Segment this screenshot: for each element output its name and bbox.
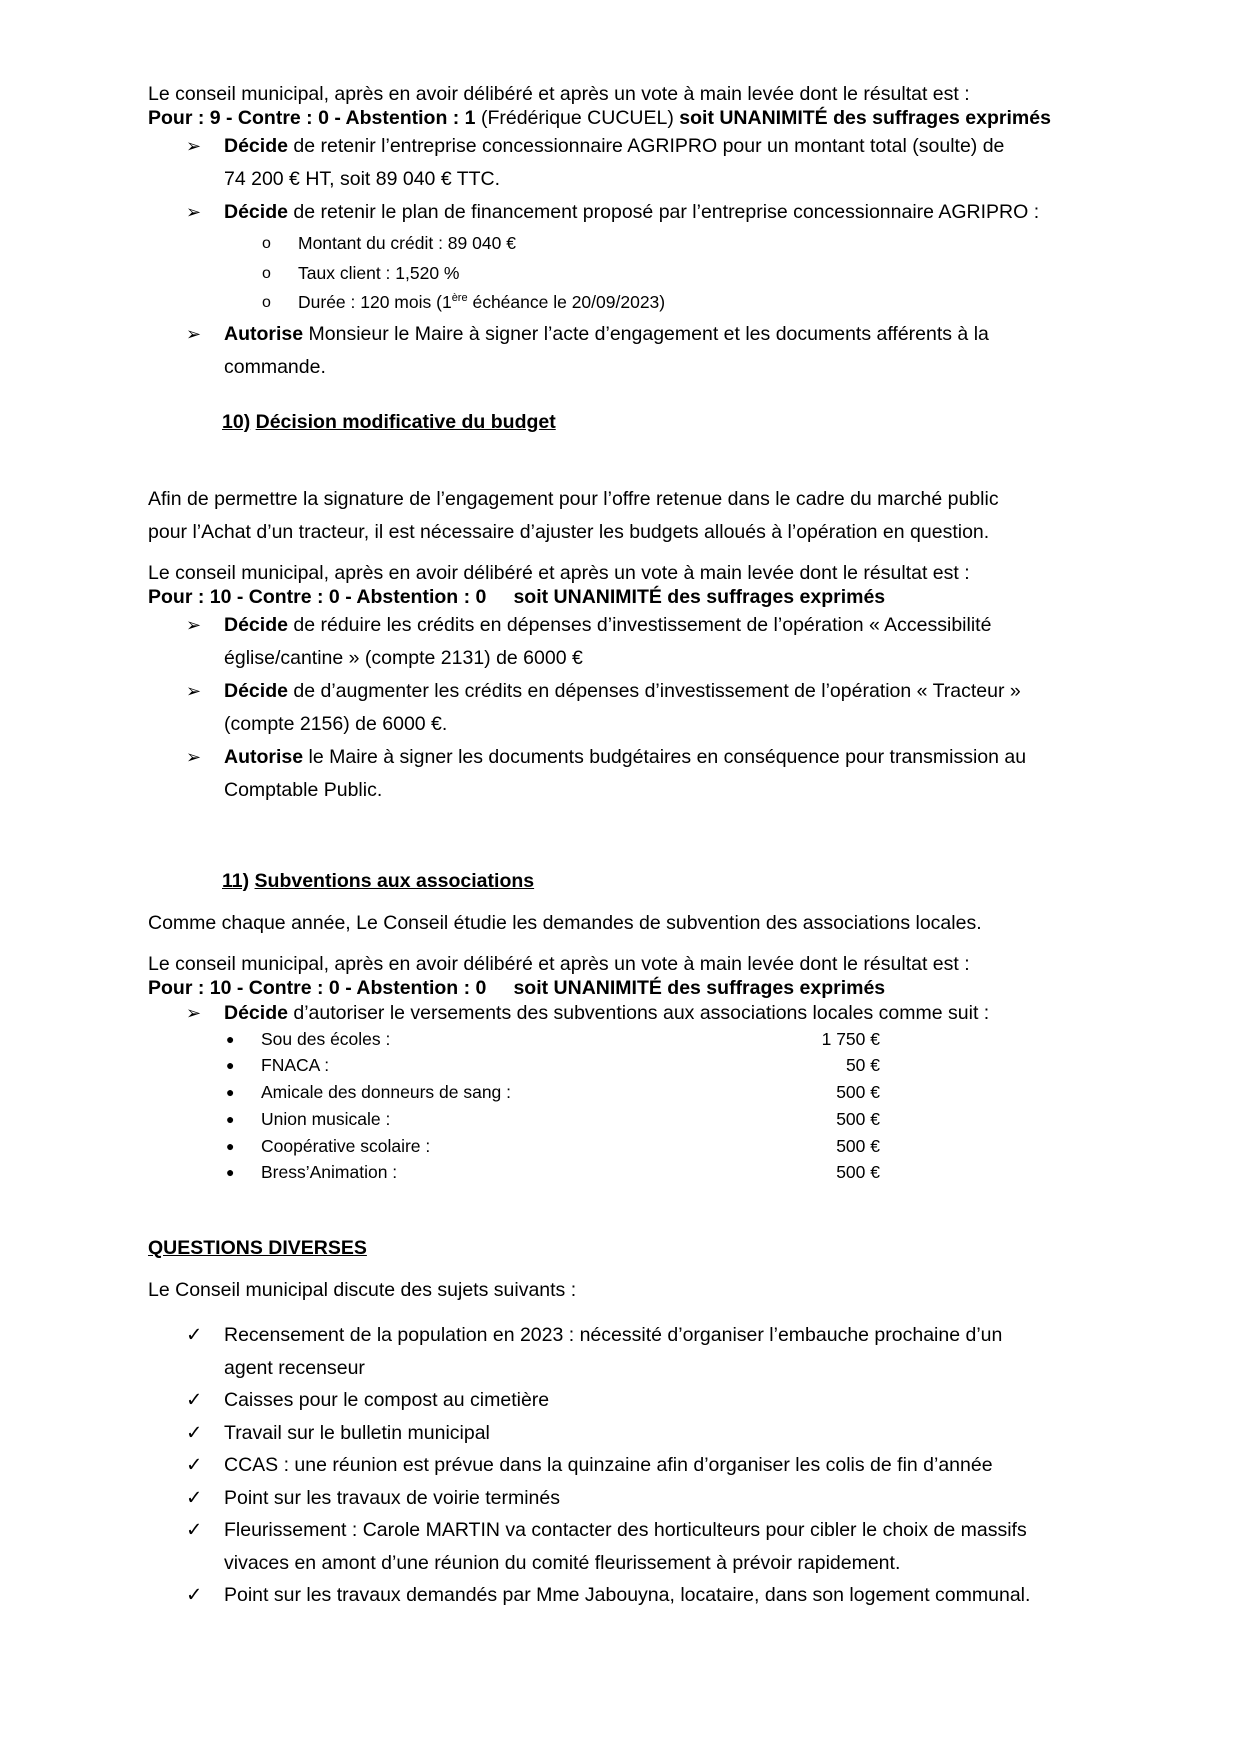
subsidy-name: Coopérative scolaire :: [261, 1135, 431, 1156]
decision-text-cont: église/cantine » (compte 2131) de 6000 €: [224, 646, 583, 669]
decision-verb: Décide: [224, 1001, 288, 1024]
questions-heading: QUESTIONS DIVERSES: [148, 1237, 367, 1260]
decision-item: [148, 1000, 1098, 1026]
subsidy-row: [148, 1052, 1098, 1079]
financing-text: Montant du crédit : 89 040 €: [298, 233, 516, 253]
arrow-bullet-icon: ➢: [186, 202, 202, 222]
decision-verb: Autorise: [224, 745, 304, 768]
section-heading: [148, 406, 1098, 439]
decision-verb: Décide: [224, 613, 288, 636]
decision-item: [148, 741, 1098, 807]
vote-result: Pour : 10 - Contre : 0 - Abstention : 0 soit UNANIMITÉ des suffrages exprimés: [148, 585, 886, 608]
dot-bullet-icon: ●: [226, 1084, 235, 1101]
section-number: 10): [222, 410, 251, 433]
questions-intro: Le Conseil municipal discute des sujets suivants :: [148, 1279, 577, 1302]
subsidy-row: [148, 1159, 1098, 1186]
arrow-bullet-icon: ➢: [186, 136, 202, 156]
subsidy-amount: 500 €: [836, 1082, 880, 1103]
dot-bullet-icon: ●: [226, 1137, 235, 1154]
subsidy-list: [148, 1026, 1098, 1187]
financing-item: [148, 259, 1098, 289]
decision-text-cont: 74 200 € HT, soit 89 040 € TTC.: [224, 168, 501, 190]
decision-verb: Décide: [224, 679, 288, 702]
subsidy-name: Bress’Animation :: [261, 1162, 398, 1183]
subsidy-row: [148, 1079, 1098, 1106]
topic-item: [148, 1514, 1098, 1579]
arrow-bullet-icon: ➢: [186, 614, 202, 635]
section-title: Subventions aux associations: [254, 869, 535, 892]
subsidy-name: Union musicale :: [261, 1108, 391, 1129]
topic-text: CCAS : une réunion est prévue dans la quinzaine afin d’organiser les colis de fin d’année: [224, 1454, 993, 1477]
circle-bullet-icon: o: [262, 235, 271, 252]
subsidy-row: [148, 1133, 1098, 1160]
vote-intro: Le conseil municipal, après en avoir délibéré et après un vote à main levée dont le résultat est :: [148, 561, 970, 584]
section-number: 11): [222, 869, 250, 892]
topic-item: [148, 1482, 1098, 1515]
financing-text: Durée : 120 mois (1: [298, 292, 452, 312]
arrow-bullet-icon: ➢: [186, 323, 202, 344]
decision-text: de d’augmenter les crédits en dépenses d’investissement de l’opération « Tracteur »: [287, 679, 1021, 702]
decision-text-cont: (compte 2156) de 6000 €.: [224, 712, 448, 735]
section-title: Décision modificative du budget: [255, 410, 556, 433]
financing-text: Taux client : 1,520 %: [298, 262, 460, 283]
section-heading: [148, 865, 1098, 898]
circle-bullet-icon: o: [262, 294, 271, 311]
financing-text-cont: échéance le 20/09/2023): [467, 292, 666, 312]
decision-list: [148, 609, 1098, 807]
decision-verb: Décide: [224, 201, 288, 223]
vote-intro: Le conseil municipal, après en avoir délibéré et après un vote à main levée dont le résultat est :: [148, 83, 970, 105]
subsidy-row: [148, 1026, 1098, 1053]
vote-abstainer: (Frédérique CUCUEL): [475, 107, 680, 129]
topic-item: [148, 1579, 1098, 1612]
circle-bullet-icon: o: [262, 264, 271, 282]
arrow-bullet-icon: ➢: [186, 1002, 202, 1023]
vote-intro: Le conseil municipal, après en avoir délibéré et après un vote à main levée dont le résultat est :: [148, 952, 970, 975]
decision-list: [148, 1000, 1098, 1026]
subsidy-name: Amicale des donneurs de sang :: [261, 1082, 512, 1103]
decision-item: [148, 196, 1098, 229]
decision-text: Monsieur le Maire à signer l’acte d’engagement et les documents afférents à la: [303, 322, 989, 345]
decision-text-cont: Comptable Public.: [224, 778, 383, 801]
paragraph-line: pour l’Achat d’un tracteur, il est nécessaire d’ajuster les budgets alloués à l’opération en question.: [148, 520, 990, 543]
arrow-bullet-icon: ➢: [186, 680, 202, 701]
topic-item: [148, 1384, 1098, 1417]
decision-text-cont: commande.: [224, 355, 326, 378]
financing-list: [148, 229, 1098, 318]
checkmark-icon: ✓: [186, 1486, 203, 1509]
subsidy-amount: 1 750 €: [821, 1028, 880, 1049]
topic-text: Fleurissement : Carole MARTIN va contacter des horticulteurs pour cibler le choix de massifs: [224, 1519, 1027, 1542]
vote-result: [148, 106, 1098, 130]
subsidy-name: Sou des écoles :: [261, 1028, 391, 1049]
document-page: [148, 82, 1098, 1612]
vote-counts: Pour : 9 - Contre : 0 - Abstention : 1: [148, 107, 476, 129]
decision-verb: Décide: [224, 135, 288, 157]
dot-bullet-icon: ●: [226, 1110, 235, 1127]
decision-list: [148, 318, 1098, 384]
financing-item: [148, 288, 1098, 318]
checkmark-icon: ✓: [186, 1389, 203, 1412]
decision-item: [148, 609, 1098, 675]
subsidy-amount: 50 €: [845, 1055, 880, 1076]
paragraph: [148, 483, 1098, 549]
checkmark-icon: ✓: [186, 1454, 203, 1477]
topic-text: Travail sur le bulletin municipal: [224, 1421, 490, 1444]
checkmark-icon: ✓: [186, 1324, 203, 1347]
topic-text: Caisses pour le compost au cimetière: [224, 1389, 550, 1412]
subsidy-amount: 500 €: [836, 1135, 880, 1156]
vote-unanimity: soit UNANIMITÉ des suffrages exprimés: [679, 107, 1051, 129]
decision-item: [148, 318, 1098, 384]
topic-text: Recensement de la population en 2023 : nécessité d’organiser l’embauche prochaine d’un: [224, 1324, 1003, 1347]
dot-bullet-icon: ●: [226, 1030, 235, 1047]
superscript: ère: [451, 292, 468, 304]
vote-result: Pour : 10 - Contre : 0 - Abstention : 0 soit UNANIMITÉ des suffrages exprimés: [148, 976, 886, 999]
topic-text-cont: agent recenseur: [224, 1356, 365, 1379]
decision-text: de retenir le plan de financement proposé par l’entreprise concessionnaire AGRIPRO :: [287, 201, 1040, 223]
checkmark-icon: ✓: [186, 1421, 203, 1444]
financing-item: [148, 229, 1098, 259]
decision-verb: Autorise: [224, 322, 304, 345]
checkmark-icon: ✓: [186, 1584, 203, 1607]
subsidy-name: FNACA :: [261, 1055, 330, 1076]
dot-bullet-icon: ●: [226, 1057, 235, 1074]
paragraph-line: Afin de permettre la signature de l’engagement pour l’offre retenue dans le cadre du marché public: [148, 487, 999, 510]
subsidy-amount: 500 €: [836, 1162, 880, 1183]
topic-text-cont: vivaces en amont d’une réunion du comité fleurissement à prévoir rapidement.: [224, 1551, 901, 1574]
topic-item: [148, 1319, 1098, 1384]
paragraph: Comme chaque année, Le Conseil étudie les demandes de subvention des associations locales.: [148, 911, 982, 934]
subsidy-amount: 500 €: [836, 1108, 880, 1129]
decision-text: le Maire à signer les documents budgétaires en conséquence pour transmission au: [303, 745, 1027, 768]
decision-text: d’autoriser le versements des subventions aux associations locales comme suit :: [287, 1001, 990, 1024]
subsidy-row: [148, 1106, 1098, 1133]
decision-list: [148, 130, 1098, 229]
checkmark-icon: ✓: [186, 1519, 203, 1542]
decision-text: de réduire les crédits en dépenses d’investissement de l’opération « Accessibilité: [287, 613, 992, 636]
topic-item: [148, 1417, 1098, 1450]
topic-text: Point sur les travaux demandés par Mme Jabouyna, locataire, dans son logement communal.: [224, 1584, 1031, 1607]
dot-bullet-icon: ●: [226, 1164, 235, 1181]
topic-item: [148, 1449, 1098, 1482]
decision-item: [148, 130, 1098, 196]
decision-item: [148, 675, 1098, 741]
decision-text: de retenir l’entreprise concessionnaire AGRIPRO pour un montant total (soulte) de: [287, 135, 1005, 157]
topics-list: [148, 1319, 1098, 1612]
arrow-bullet-icon: ➢: [186, 746, 202, 767]
topic-text: Point sur les travaux de voirie terminés: [224, 1486, 560, 1509]
